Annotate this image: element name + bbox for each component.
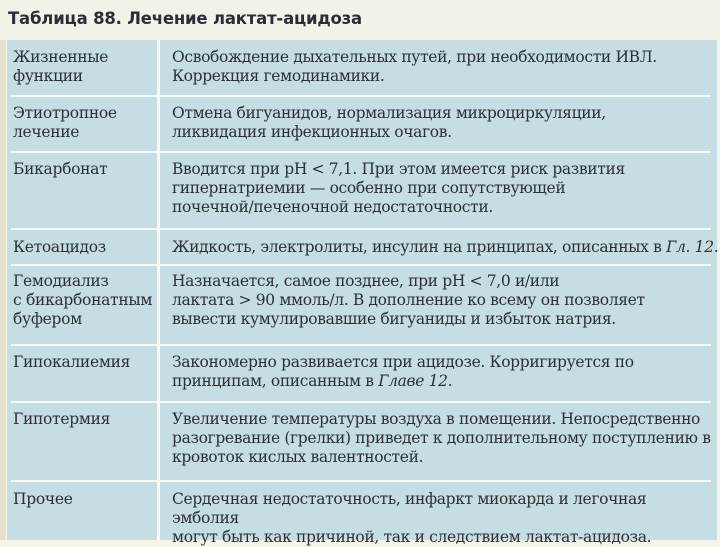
row-label-etiotropic: Этиотропное лечение <box>13 104 117 141</box>
row-desc-vital-functions: Освобождение дыхательных путей, при необходимости ИВЛ. Коррекция гемодинамики. <box>172 48 657 85</box>
chapter-reference: Гл. 12. <box>666 238 719 256</box>
row-separator <box>11 95 711 97</box>
row-desc-other: Сердечная недостаточность, инфаркт миокарда и легочная эмболия могут быть как причиной, так и следствием лактат-ацидоза. <box>172 490 652 546</box>
chapter-reference: Главе 12. <box>378 372 453 390</box>
row-desc-ketoacidosis-text: Жидкость, электролиты, инсулин на принципах, описанных в <box>172 238 667 256</box>
page-edge <box>0 0 6 540</box>
row-separator <box>11 228 711 230</box>
row-separator <box>11 344 711 346</box>
row-label-bicarbonate: Бикарбонат <box>13 160 108 178</box>
treatment-table <box>7 40 719 546</box>
title-bar <box>0 0 720 40</box>
row-label-ketoacidosis: Кетоацидоз <box>13 238 106 256</box>
row-desc-bicarbonate: Вводится при pH < 7,1. При этом имеется риск развития гипернатриемии — особенно при сопутствующей почечной/печеночной недостаточности. <box>172 160 625 216</box>
row-desc-hypokalemia <box>172 353 716 391</box>
row-label-hemodialysis: Гемодиализ с бикарбонатным буфером <box>13 272 153 328</box>
row-desc-hypothermia: Увеличение температуры воздуха в помещении. Непосредственно разогревание (грелки) приведет к дополнительному поступлению в кровоток кислых валентностей. <box>172 410 711 466</box>
row-label-hypothermia: Гипотермия <box>13 410 111 428</box>
row-label-other: Прочее <box>13 490 73 508</box>
row-label-vital-functions: Жизненные функции <box>13 48 109 85</box>
row-desc-ketoacidosis <box>172 238 719 257</box>
table-title: Таблица 88. Лечение лактат-ацидоза <box>8 9 362 28</box>
row-separator <box>11 480 711 482</box>
row-separator <box>11 401 711 403</box>
column-separator <box>157 40 160 540</box>
row-desc-hypokalemia-text: Закономерно развивается при ацидозе. Корригируется по принципам, описанным в <box>172 353 634 390</box>
row-desc-hemodialysis: Назначается, самое позднее, при pH < 7,0 и/или лактата > 90 ммоль/л. В дополнение ко всему он позволяет вывести кумулировавшие бигуаниды и избыток натрия. <box>172 272 645 328</box>
row-label-hypokalemia: Гипокалиемия <box>13 353 131 371</box>
row-separator <box>11 151 711 153</box>
row-desc-etiotropic: Отмена бигуанидов, нормализация микроциркуляции, ликвидация инфекционных очагов. <box>172 104 606 141</box>
row-separator <box>11 264 711 266</box>
